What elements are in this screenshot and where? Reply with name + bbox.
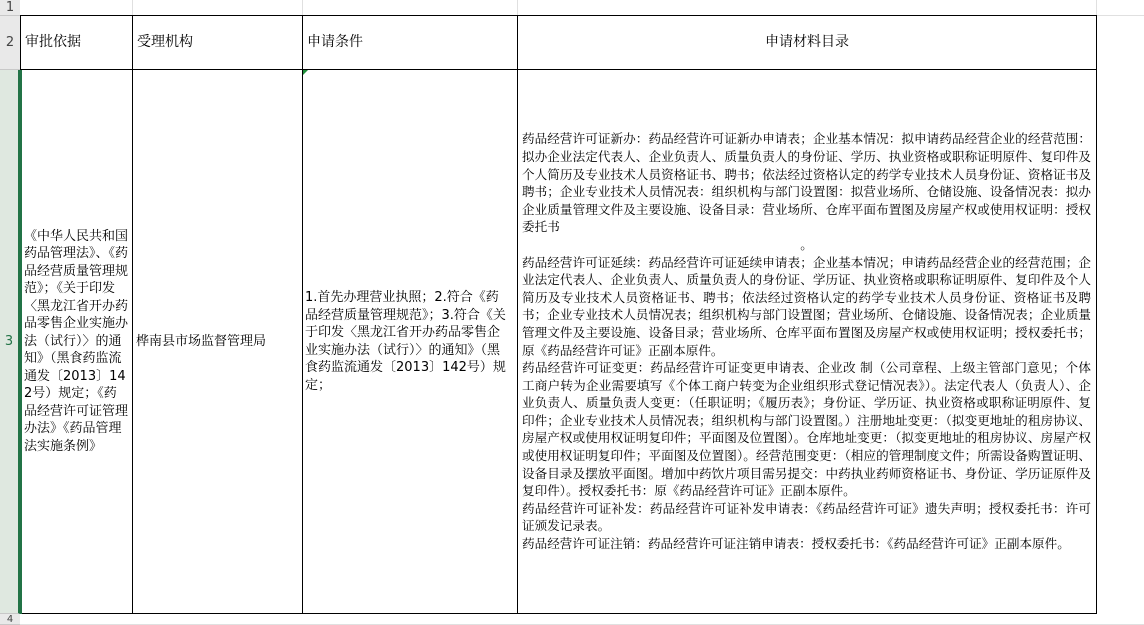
header-materials[interactable]: 申请材料目录 bbox=[765, 33, 849, 50]
row-header-3[interactable]: 3 bbox=[0, 70, 20, 614]
row-header-2[interactable]: 2 bbox=[0, 16, 20, 70]
materials-list bbox=[522, 130, 1091, 552]
gridline bbox=[132, 0, 133, 16]
materials-new: 药品经营许可证新办：药品经营许可证新办申请表；企业基本情况：拟申请药品经营企业的经营范围：拟办企业法定代表人、企业负责人、质量负责人的身份证、学历、执业资格或职称证明原件、复印件及个人简历及专业技术人员资格证书、聘书；依法经过资格认定的药学专业技术人员身份证、资格证书及聘书；企业专业技术人员情况表：组织机构与部门设置图：拟营业场所、仓储设施、设备情况表：拟办企业质量管理文件及主要设施、设备目录：营业场所、仓库平面布置图及房屋产权或使用权证明：授权委托书 bbox=[522, 131, 1091, 235]
cell-materials[interactable] bbox=[518, 70, 1096, 613]
header-conditions[interactable]: 申请条件 bbox=[307, 33, 363, 50]
materials-new-end: 。 bbox=[800, 236, 813, 252]
conditions-text: 1.首先办理营业执照；2.符合《药品经营质量管理规范》；3.符合《关于印发〈黑龙江省开办药品零售企业实施办法（试行）〉的通知》（黑食药监流通发〔2013〕142号）规定； bbox=[305, 290, 506, 393]
table-border bbox=[1096, 15, 1097, 614]
table-border bbox=[20, 613, 1097, 614]
gridline bbox=[1096, 0, 1097, 16]
cell-agency[interactable] bbox=[133, 70, 302, 613]
basis-text: 《中华人民共和国药品管理法》、《药品经营质量管理规范》；《关于印发〈黑龙江省开办药品零售企业实施办法（试行）〉的通知》（黑食药监流通发〔2013〕142号）规定；《药品经营许可证管理办法》《药品管理法实施条例》 bbox=[24, 228, 129, 454]
header-agency[interactable]: 受理机构 bbox=[137, 33, 193, 50]
header-basis[interactable]: 审批依据 bbox=[25, 33, 81, 50]
materials-change: 药品经营许可证变更：药品经营许可证变更申请表、企业改 制（公司章程、上级主管部门意见；个体工商户转为企业需要填写《个体工商户转变为企业组织形式登记情况表》）。法定代表人（负责人）、企业负责人、质量负责人变更：（任职证明；《履历表》；身份证、学历证、执业资格或职称证明原件、复印件；企业专业技术人员情况表；组织机构与部门设置图。）注册地址变更：（拟变更地址的租房协议、房屋产权或使用权证明复印件；平面图及位置图）。仓库地址变更：（拟变更地址的租房协议、房屋产权或使用权证明复印件；平面图及位置图）。经营范围变更：（相应的管理制度文件；所需设备购置证明、设备目录及摆放平面图。增加中药饮片项目需另提交：中药执业药师资格证书、身份证、学历证原件及复印件）。授权委托书：原《药品经营许可证》正副本原件。 bbox=[522, 360, 1091, 499]
row-header-1[interactable]: 1 bbox=[0, 0, 20, 16]
agency-text: 桦南县市场监督管理局 bbox=[136, 333, 267, 349]
comment-marker bbox=[303, 70, 308, 75]
cell-basis[interactable] bbox=[23, 70, 131, 613]
materials-cancel: 药品经营许可证注销：药品经营许可证注销申请表：授权委托书：《药品经营许可证》正副本原件。 bbox=[522, 536, 1070, 552]
materials-reissue: 药品经营许可证补发：药品经营许可证补发申请表：《药品经营许可证》遗失声明；授权委托书：许可证颁发记录表。 bbox=[522, 500, 1091, 534]
materials-renew: 药品经营许可证延续：药品经营许可证延续申请表；企业基本情况；申请药品经营企业的经营范围；企业法定代表人、企业负责人、质量负责人的身份证、学历证、执业资格或职称证明原件、复印件及个人简历及专业技术人员资格证书、聘书；依法经过资格认定的药学专业技术人员身份证、资格证书及聘书；企业专业技术人员情况表；组织机构与部门设置图；营业场所、仓储设施、设备情况表；企业质量管理文件及主要设施、设备目录；营业场所、仓库平面布置图及房屋产权或使用权证明；授权委托书；原《药品经营许可证》正副本原件。 bbox=[522, 254, 1091, 358]
selection-edge bbox=[20, 70, 22, 614]
cell-conditions[interactable] bbox=[303, 70, 517, 613]
row-header-4[interactable]: 4 bbox=[0, 614, 20, 625]
gridline bbox=[302, 0, 303, 16]
gridline bbox=[517, 0, 518, 16]
